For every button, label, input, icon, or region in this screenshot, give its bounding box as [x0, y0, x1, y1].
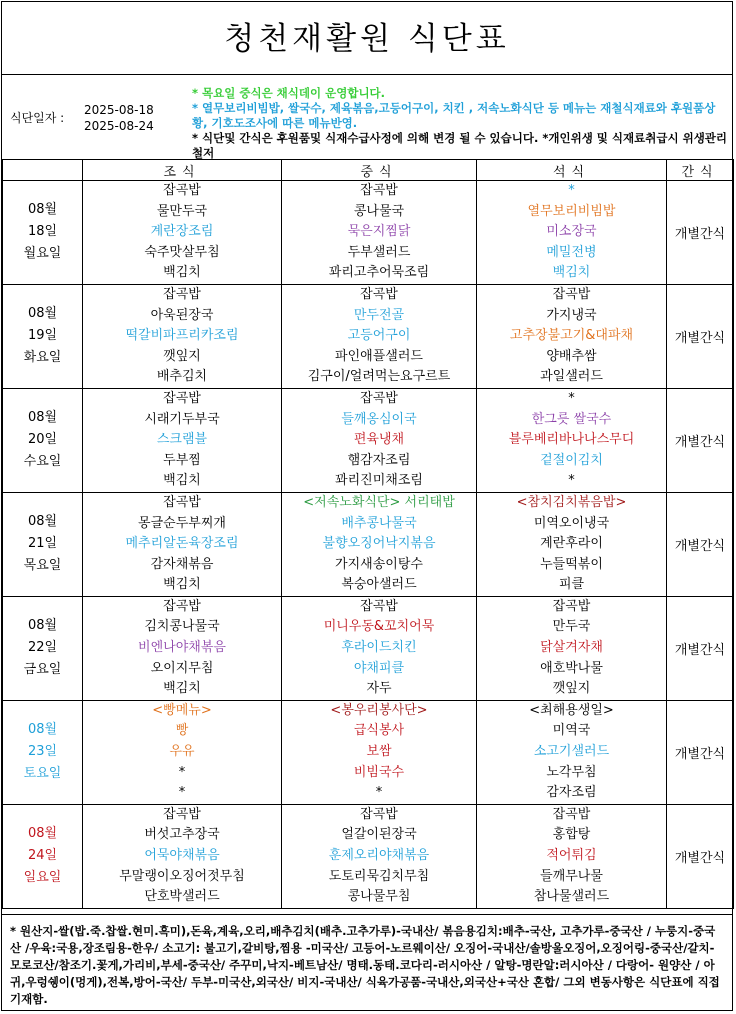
day-row — [3, 596, 734, 700]
lunch-item: 잡곡밥 — [360, 183, 398, 198]
breakfast-item: 무말랭이오징어젓무침 — [119, 868, 245, 884]
day-cell — [3, 492, 83, 596]
date-start: 2025-08-18 — [84, 103, 154, 117]
snack-cell: 개별간식 — [667, 181, 734, 285]
dinner-item: 블루베리바나나스무디 — [508, 432, 635, 448]
day-month: 08월 — [27, 306, 58, 322]
breakfast-cell — [83, 181, 282, 285]
date-end: 2025-08-24 — [84, 119, 154, 133]
lunch-item: * — [375, 785, 383, 801]
snack-cell: 개별간식 — [667, 388, 734, 492]
date-label: 식단일자 : — [10, 111, 65, 125]
breakfast-item: 잡곡밥 — [163, 183, 201, 198]
lunch-item: <저속노화식단> 서리태밥 — [303, 494, 455, 510]
day-weekday: 월요일 — [23, 246, 62, 262]
dinner-item: 계란후라이 — [540, 536, 603, 552]
day-date: 18일 — [27, 224, 58, 240]
dinner-item: <최해용생일> — [529, 702, 614, 718]
lunch-item: 두부샐러드 — [347, 244, 411, 260]
breakfast-item: 시래기두부국 — [144, 411, 220, 427]
dinner-item: 가지냉국 — [546, 307, 597, 323]
breakfast-item: 비엔나야채볶음 — [138, 640, 226, 656]
dinner-item: 적어튀김 — [546, 848, 597, 863]
notes — [192, 86, 728, 161]
lunch-item: 편육냉채 — [353, 432, 405, 448]
breakfast-item: 두부찜 — [163, 452, 201, 468]
lunch-item: 미니우동&꼬치어묵 — [323, 619, 435, 635]
breakfast-item: 백김치 — [163, 265, 201, 281]
lunch-item: 비빔국수 — [353, 764, 405, 780]
day-row — [3, 804, 734, 908]
lunch-item: 묵은지찜닭 — [347, 224, 411, 240]
lunch-item: 콩나물국 — [353, 203, 405, 219]
dinner-cell — [477, 804, 667, 908]
dinner-cell — [477, 700, 667, 804]
breakfast-cell — [83, 284, 282, 388]
dinner-item: 만두국 — [552, 619, 591, 635]
dinner-item: 누들떡볶이 — [540, 556, 603, 572]
breakfast-item: 잡곡밥 — [163, 286, 201, 302]
breakfast-cell — [83, 804, 282, 908]
dinner-item: * — [568, 183, 575, 198]
breakfast-cell — [83, 700, 282, 804]
breakfast-item: 어묵야채볶음 — [144, 848, 220, 863]
lunch-item: 콩나물무침 — [347, 889, 411, 905]
dinner-item: 깻잎지 — [552, 681, 591, 697]
dinner-item: 백김치 — [552, 265, 591, 281]
page-title: 청천재활원 식단표 — [224, 21, 510, 57]
note-item: * 열무보리비빔밥, 쌀국수, 제육볶음,고등어구이, 치킨 , 저속노화식단 등 메뉴는 재철식재료와 후원품상황, 기호도조사에 따른 메뉴반영. — [192, 101, 716, 130]
dinner-item: 노각무침 — [546, 764, 597, 780]
dinner-item: 고추장불고기&대파채 — [509, 328, 634, 344]
lunch-item: <봉우리봉사단> — [330, 702, 428, 718]
snack-cell: 개별간식 — [667, 804, 734, 908]
day-month: 08월 — [27, 722, 58, 738]
day-date: 23일 — [27, 744, 58, 760]
breakfast-item: 스크램블 — [156, 432, 208, 448]
breakfast-cell — [83, 388, 282, 492]
day-month: 08월 — [27, 410, 58, 426]
lunch-item: 야채피클 — [353, 660, 405, 676]
dinner-item: 참나물샐러드 — [533, 889, 610, 905]
lunch-item: 후라이드치킨 — [341, 640, 417, 656]
day-row — [3, 284, 734, 388]
day-date: 19일 — [27, 328, 58, 344]
lunch-item: 꽈리진미채조림 — [335, 473, 423, 489]
breakfast-item: 백김치 — [163, 473, 201, 489]
breakfast-item: 김치콩나물국 — [144, 619, 220, 635]
origin-text: * 원산지-쌀(밥.죽.찹쌀.현미.흑미),돈육,계육,오리,배추김치(배추.고추가루)-국내산/ 볶음용김치:배추-국산, 고추가루-중국산 / 누룽지-중국산 /우육:국용,장조림용-한우/ 소고기: 불고기,갈비탕,찜용 -미국산/ 고등어-노르웨이산/ 오징어-국내산/솔방울오징어,오징어링-중국산/갈치-모로코산/참조기.꽃게,가리비,부세-중국산/ 주꾸미,낙지-베트남산/ 명태.동태.코다리-러시아산 / 알탕-명란알:러시아산 / 다랑어- 원양산 / 아귀,우렁쉥이(멍게),전복,방어-국산/ 두부-미국산,외국산/ 비지-국내산/ 식육가공품-국내산,외국산+국산 혼합/ 그외 변동사항은 식단표에 직접 기재함. — [10, 924, 720, 1006]
origin-footer — [2, 914, 732, 1011]
breakfast-item: <빵메뉴> — [152, 702, 212, 718]
breakfast-item: * — [178, 764, 186, 780]
note-item: * 식단및 간식은 후원품및 식재수급사정에 의해 변경 될 수 있습니다. *개인위생 및 식재료취급시 위생관리 철저 — [192, 131, 728, 160]
day-cell — [3, 804, 83, 908]
snack-cell: 개별간식 — [667, 700, 734, 804]
dinner-cell — [477, 388, 667, 492]
dinner-item: 홍합탕 — [552, 827, 591, 843]
lunch-item: 고등어구이 — [347, 328, 411, 344]
dinner-item: 미역오이냉국 — [533, 515, 610, 531]
lunch-item: 가지새송이탕수 — [335, 556, 423, 572]
dinner-item: 감자조림 — [546, 785, 597, 801]
breakfast-item: 아욱된장국 — [150, 307, 214, 323]
lunch-cell — [282, 388, 477, 492]
dinner-cell — [477, 181, 667, 285]
dinner-item: * — [568, 473, 575, 489]
dinner-item: 잡곡밥 — [552, 286, 591, 302]
header-lunch: 중식 — [282, 160, 477, 181]
dinner-item: 열무보리비빔밥 — [527, 203, 616, 219]
lunch-item: 불향오징어낙지볶음 — [322, 536, 436, 552]
dinner-item: 피클 — [558, 577, 585, 593]
day-month: 08월 — [27, 202, 58, 218]
lunch-cell — [282, 492, 477, 596]
dinner-item: 잡곡밥 — [552, 598, 591, 614]
breakfast-item: 단호박샐러드 — [144, 889, 220, 905]
lunch-item: 잡곡밥 — [360, 598, 398, 614]
lunch-item: 파인애플샐러드 — [335, 348, 423, 364]
day-weekday: 일요일 — [23, 870, 62, 886]
breakfast-item: 감자채볶음 — [150, 556, 214, 572]
breakfast-item: 잡곡밥 — [163, 390, 201, 406]
dinner-item: 들깨무나물 — [540, 868, 603, 884]
dinner-item: 잡곡밥 — [552, 806, 591, 822]
day-date: 22일 — [27, 640, 58, 656]
day-cell — [3, 388, 83, 492]
dinner-item: 양배추쌈 — [546, 348, 597, 364]
dinner-item: 한그릇 쌀국수 — [531, 411, 612, 427]
breakfast-item: * — [178, 785, 186, 801]
menu-table — [2, 159, 734, 909]
header-dinner: 석식 — [477, 160, 667, 181]
snack-cell: 개별간식 — [667, 492, 734, 596]
lunch-item: 잡곡밥 — [360, 806, 398, 822]
breakfast-item: 백김치 — [163, 577, 201, 593]
day-cell — [3, 284, 83, 388]
dinner-item: 닭살겨자채 — [540, 640, 603, 656]
dinner-item: 소고기샐러드 — [533, 744, 610, 760]
breakfast-item: 숙주맛살무침 — [144, 244, 220, 260]
day-month: 08월 — [27, 826, 58, 842]
dinner-item: 메밀전병 — [546, 244, 597, 260]
lunch-item: 훈제오리야채볶음 — [328, 848, 430, 863]
day-month: 08월 — [27, 618, 58, 634]
header-breakfast: 조식 — [83, 160, 282, 181]
day-row — [3, 388, 734, 492]
lunch-item: 배추콩나물국 — [341, 515, 417, 531]
breakfast-item: 잡곡밥 — [163, 494, 201, 510]
breakfast-item: 배추김치 — [156, 369, 208, 385]
date-range — [84, 102, 154, 134]
header-day — [3, 160, 83, 181]
lunch-item: 급식봉사 — [353, 723, 405, 739]
menu-body — [3, 181, 734, 909]
day-cell — [3, 700, 83, 804]
day-date: 24일 — [27, 848, 58, 864]
dinner-cell — [477, 492, 667, 596]
lunch-item: 잡곡밥 — [360, 390, 398, 406]
lunch-item: 햄감자조림 — [347, 452, 411, 468]
lunch-item: 보쌈 — [366, 744, 392, 760]
breakfast-cell — [83, 492, 282, 596]
dinner-item: 겉절이김치 — [540, 452, 603, 468]
dinner-cell — [477, 284, 667, 388]
breakfast-item: 떡갈비파프리카조림 — [125, 328, 239, 344]
menu-sheet — [1, 1, 733, 1011]
dinner-cell — [477, 596, 667, 700]
snack-cell: 개별간식 — [667, 596, 734, 700]
lunch-item: 만두전골 — [353, 307, 405, 323]
breakfast-item: 빵 — [175, 723, 189, 739]
lunch-item: 자두 — [366, 681, 392, 697]
day-row — [3, 181, 734, 285]
header-row — [3, 160, 734, 181]
day-row — [3, 492, 734, 596]
breakfast-item: 물만두국 — [156, 203, 208, 219]
day-weekday: 토요일 — [23, 766, 62, 782]
breakfast-item: 메추리알돈육장조림 — [125, 536, 239, 552]
breakfast-item: 오이지무침 — [150, 660, 214, 676]
snack-cell: 개별간식 — [667, 284, 734, 388]
day-weekday: 금요일 — [23, 662, 62, 678]
lunch-cell — [282, 284, 477, 388]
breakfast-item: 잡곡밥 — [163, 806, 201, 822]
breakfast-item: 버섯고추장국 — [144, 827, 220, 843]
breakfast-cell — [83, 596, 282, 700]
day-weekday: 수요일 — [23, 454, 62, 470]
lunch-item: 도토리묵김치무침 — [328, 868, 430, 884]
day-date: 20일 — [27, 432, 58, 448]
day-row — [3, 700, 734, 804]
lunch-item: 꽈리고추어묵조림 — [328, 265, 430, 281]
lunch-cell — [282, 596, 477, 700]
day-month: 08월 — [27, 514, 58, 530]
breakfast-item: 몽글순두부찌개 — [138, 515, 226, 531]
breakfast-item: 백김치 — [163, 681, 201, 697]
lunch-item: 김구이/얼려먹는요구르트 — [307, 369, 451, 385]
day-weekday: 목요일 — [23, 558, 62, 574]
breakfast-item: 깻잎지 — [163, 348, 201, 364]
breakfast-item: 계란장조림 — [150, 224, 214, 240]
lunch-item: 얼갈이된장국 — [341, 827, 417, 843]
dinner-item: 과일샐러드 — [540, 369, 603, 385]
dinner-item: 애호박나물 — [540, 660, 603, 676]
lunch-cell — [282, 181, 477, 285]
day-cell — [3, 181, 83, 285]
breakfast-item: 우유 — [169, 744, 195, 760]
breakfast-item: 잡곡밥 — [163, 598, 201, 614]
dinner-item: 미소장국 — [546, 224, 597, 240]
lunch-item: 들깨옹심이국 — [341, 411, 417, 427]
day-weekday: 화요일 — [23, 350, 62, 366]
note-item: * 목요일 중식은 채식데이 운영합니다. — [192, 86, 386, 100]
day-date: 21일 — [27, 536, 58, 552]
dinner-item: 미역국 — [552, 723, 591, 739]
lunch-item: 복숭아샐러드 — [341, 577, 417, 593]
lunch-cell — [282, 700, 477, 804]
day-cell — [3, 596, 83, 700]
lunch-cell — [282, 804, 477, 908]
lunch-item: 잡곡밥 — [360, 286, 398, 302]
dinner-item: <참치김치볶음밥> — [516, 494, 627, 510]
info-section — [2, 74, 732, 161]
header-snack: 간식 — [667, 160, 734, 181]
dinner-item: * — [568, 390, 575, 406]
